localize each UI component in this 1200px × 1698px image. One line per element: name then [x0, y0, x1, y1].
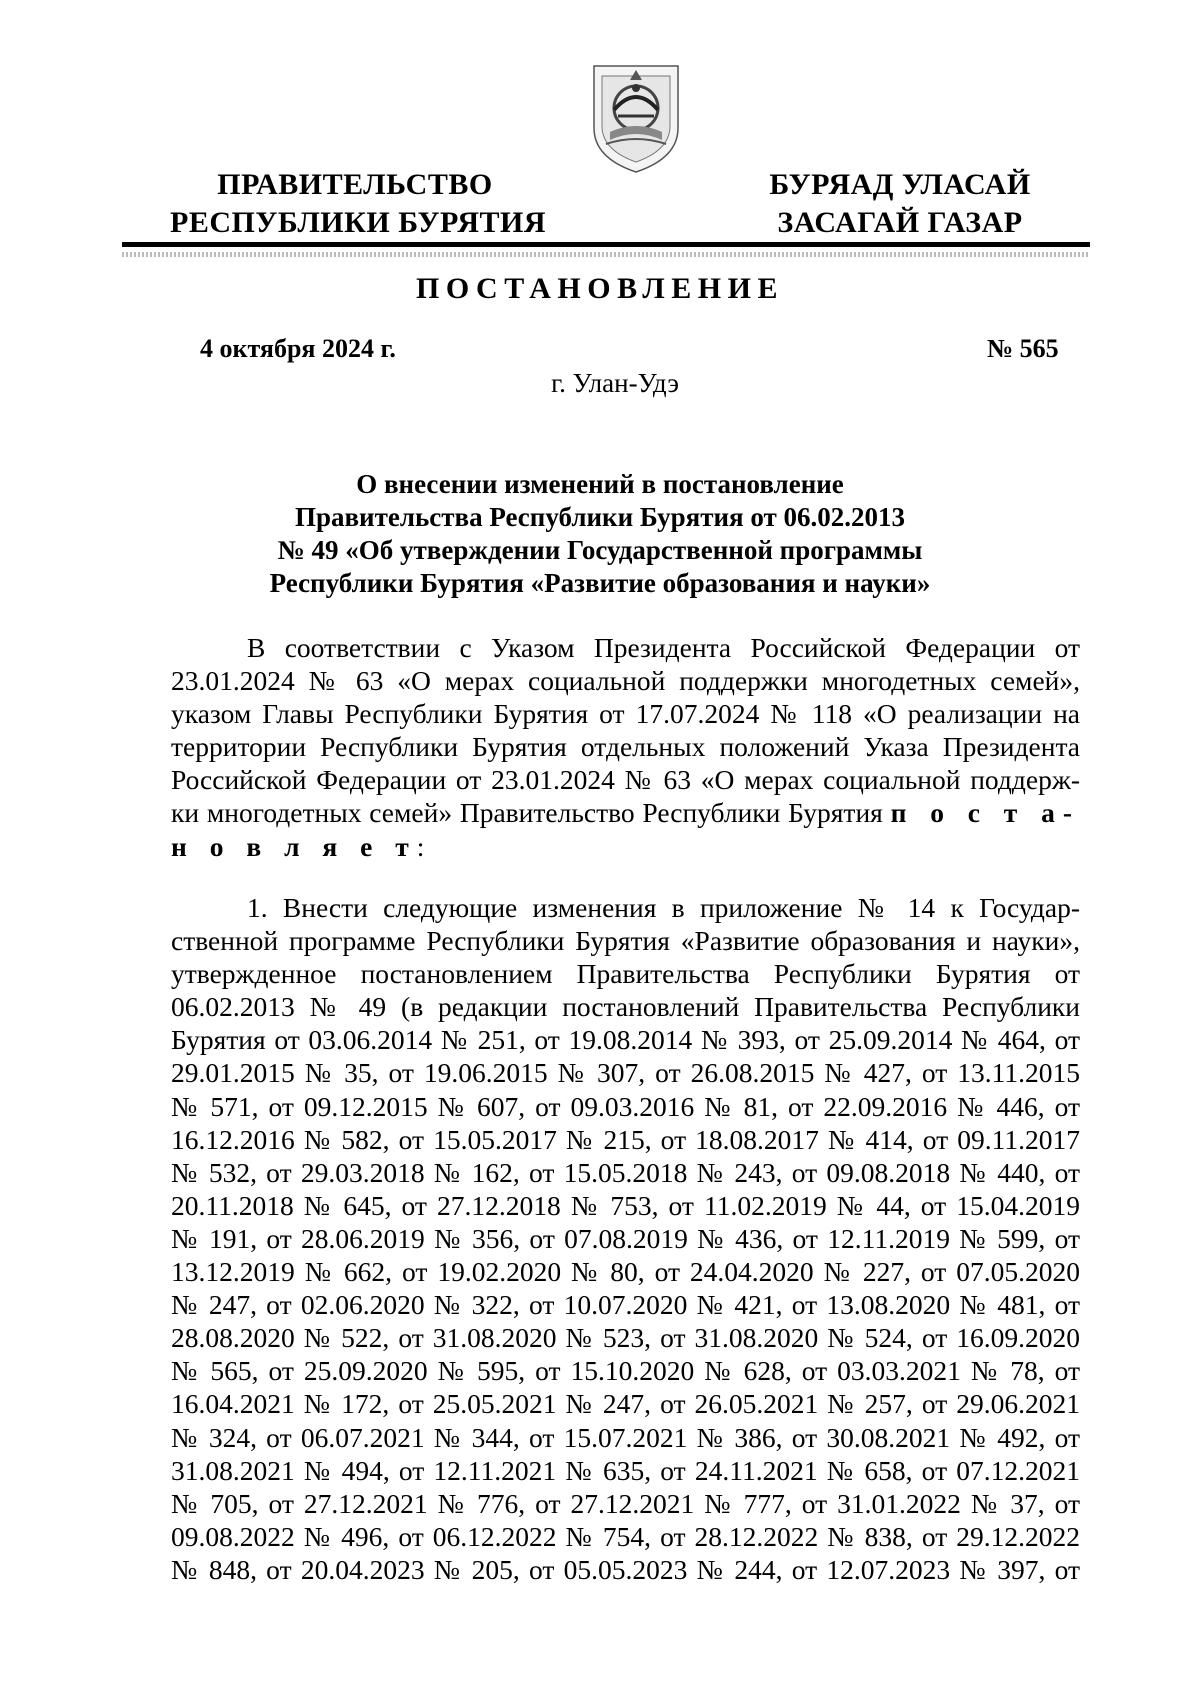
subject-line: Республики Бурятия «Развитие образования и науки» — [269, 568, 931, 598]
paragraph-line — [171, 830, 1080, 863]
paragraph-line: 16.12.2016 № 582, от 15.05.2017 № 215, от 18.08.2017 № 414, от 09.11.2017 — [171, 1123, 1080, 1155]
preamble-paragraph — [171, 631, 1080, 863]
header-divider-thin — [122, 252, 1090, 257]
paragraph-line-text: ки многодетных семей» Правительство Республики Бурятия — [171, 797, 883, 829]
paragraph-line: В соответствии с Указом Президента Российской Федерации от — [247, 632, 1080, 663]
header-left-line2: РЕСПУБЛИКИ БУРЯТИЯ — [170, 206, 547, 239]
paragraph-line: № 848, от 20.04.2023 № 205, от 05.05.2023 № 244, от 12.07.2023 № 397, от — [171, 1553, 1080, 1585]
item-1-paragraph — [171, 891, 1080, 1586]
paragraph-line: 28.08.2020 № 522, от 31.08.2020 № 523, от 31.08.2020 № 524, от 16.09.2020 — [171, 1322, 1080, 1354]
paragraph-line: 1. Внести следующие изменения в приложение № 14 к Государ- — [247, 892, 1080, 923]
paragraph-line: 13.12.2019 № 662, от 19.02.2020 № 80, от 24.04.2020 № 227, от 07.05.2020 — [171, 1256, 1080, 1288]
paragraph-line: № 571, от 09.12.2015 № 607, от 09.03.2016 № 81, от 22.09.2016 № 446, от — [171, 1090, 1080, 1122]
coat-of-arms-emblem — [590, 58, 682, 176]
paragraph-line: 31.08.2021 № 494, от 12.11.2021 № 635, от 24.11.2021 № 658, от 07.12.2021 — [171, 1454, 1080, 1486]
paragraph-line: № 532, от 29.03.2018 № 162, от 15.05.2018 № 243, от 09.08.2018 № 440, от — [171, 1156, 1080, 1188]
paragraph-line: 16.04.2021 № 172, от 25.05.2021 № 247, от 26.05.2021 № 257, от 29.06.2021 — [171, 1388, 1080, 1420]
header-left-line1: ПРАВИТЕЛЬСТВО — [217, 168, 493, 201]
paragraph-line: Российской Федерации от 23.01.2024 № 63 «О мерах социальной поддерж- — [171, 764, 1080, 796]
paragraph-line: 09.08.2022 № 496, от 06.12.2022 № 754, от 28.12.2022 № 838, от 29.12.2022 — [171, 1520, 1080, 1552]
paragraph-line: № 247, от 02.06.2020 № 322, от 10.07.2020 № 421, от 13.08.2020 № 481, от — [171, 1289, 1080, 1321]
header-right-line2: ЗАСАГАЙ ГАЗАР — [777, 206, 1023, 239]
header-right-line1: БУРЯАД УЛАСАЙ — [769, 168, 1031, 201]
document-title: ПОСТАНОВЛЕНИЕ — [416, 272, 784, 305]
paragraph-line: 23.01.2024 № 63 «О мерах социальной поддержки многодетных семей», — [171, 665, 1080, 697]
paragraph-line — [171, 796, 1080, 829]
document-number: № 565 — [987, 334, 1059, 363]
subject-line: Правительства Республики Бурятия от 06.02.2013 — [294, 502, 906, 532]
header-left — [170, 166, 547, 242]
subject-line: № 49 «Об утверждении Государственной программы — [277, 535, 923, 565]
header-right — [750, 166, 1050, 242]
header-divider-thick — [122, 242, 1090, 247]
spaced-word-postanovlyaet-part2: н о в л я е т — [171, 830, 417, 862]
paragraph-line: Бурятия от 03.06.2014 № 251, от 19.08.2014 № 393, от 25.09.2014 № 464, от — [171, 1024, 1080, 1056]
subject-line: О внесении изменений в постановление — [356, 469, 844, 499]
paragraph-line: № 191, от 28.06.2019 № 356, от 07.08.2019 № 436, от 12.11.2019 № 599, от — [171, 1222, 1080, 1254]
paragraph-line: утвержденное постановлением Правительства Республики Бурятия от — [171, 958, 1080, 990]
paragraph-line: ственной программе Республики Бурятия «Развитие образования и науки», — [171, 925, 1080, 957]
paragraph-line: 29.01.2015 № 35, от 19.06.2015 № 307, от 26.08.2015 № 427, от 13.11.2015 — [171, 1057, 1080, 1089]
paragraph-line: № 705, от 27.12.2021 № 776, от 27.12.2021 № 777, от 31.01.2022 № 37, от — [171, 1487, 1080, 1519]
paragraph-line: указом Главы Республики Бурятия от 17.07.2024 № 118 «О реализации на — [171, 698, 1080, 730]
document-subject — [0, 468, 1200, 600]
document-city: г. Улан-Удэ — [551, 368, 679, 398]
document-date: 4 октября 2024 г. — [200, 334, 396, 363]
colon: : — [416, 830, 425, 862]
paragraph-line: 06.02.2013 № 49 (в редакции постановлений Правительства Республики — [171, 991, 1080, 1023]
paragraph-line: № 324, от 06.07.2021 № 344, от 15.07.2021 № 386, от 30.08.2021 № 492, от — [171, 1421, 1080, 1453]
paragraph-line: № 565, от 25.09.2020 № 595, от 15.10.2020 № 628, от 03.03.2021 № 78, от — [171, 1355, 1080, 1387]
spaced-word-postanovlyaet-part1: п о с т а- — [890, 797, 1080, 829]
paragraph-line: территории Республики Бурятия отдельных положений Указа Президента — [171, 731, 1080, 763]
paragraph-line: 20.11.2018 № 645, от 27.12.2018 № 753, от 11.02.2019 № 44, от 15.04.2019 — [171, 1189, 1080, 1221]
